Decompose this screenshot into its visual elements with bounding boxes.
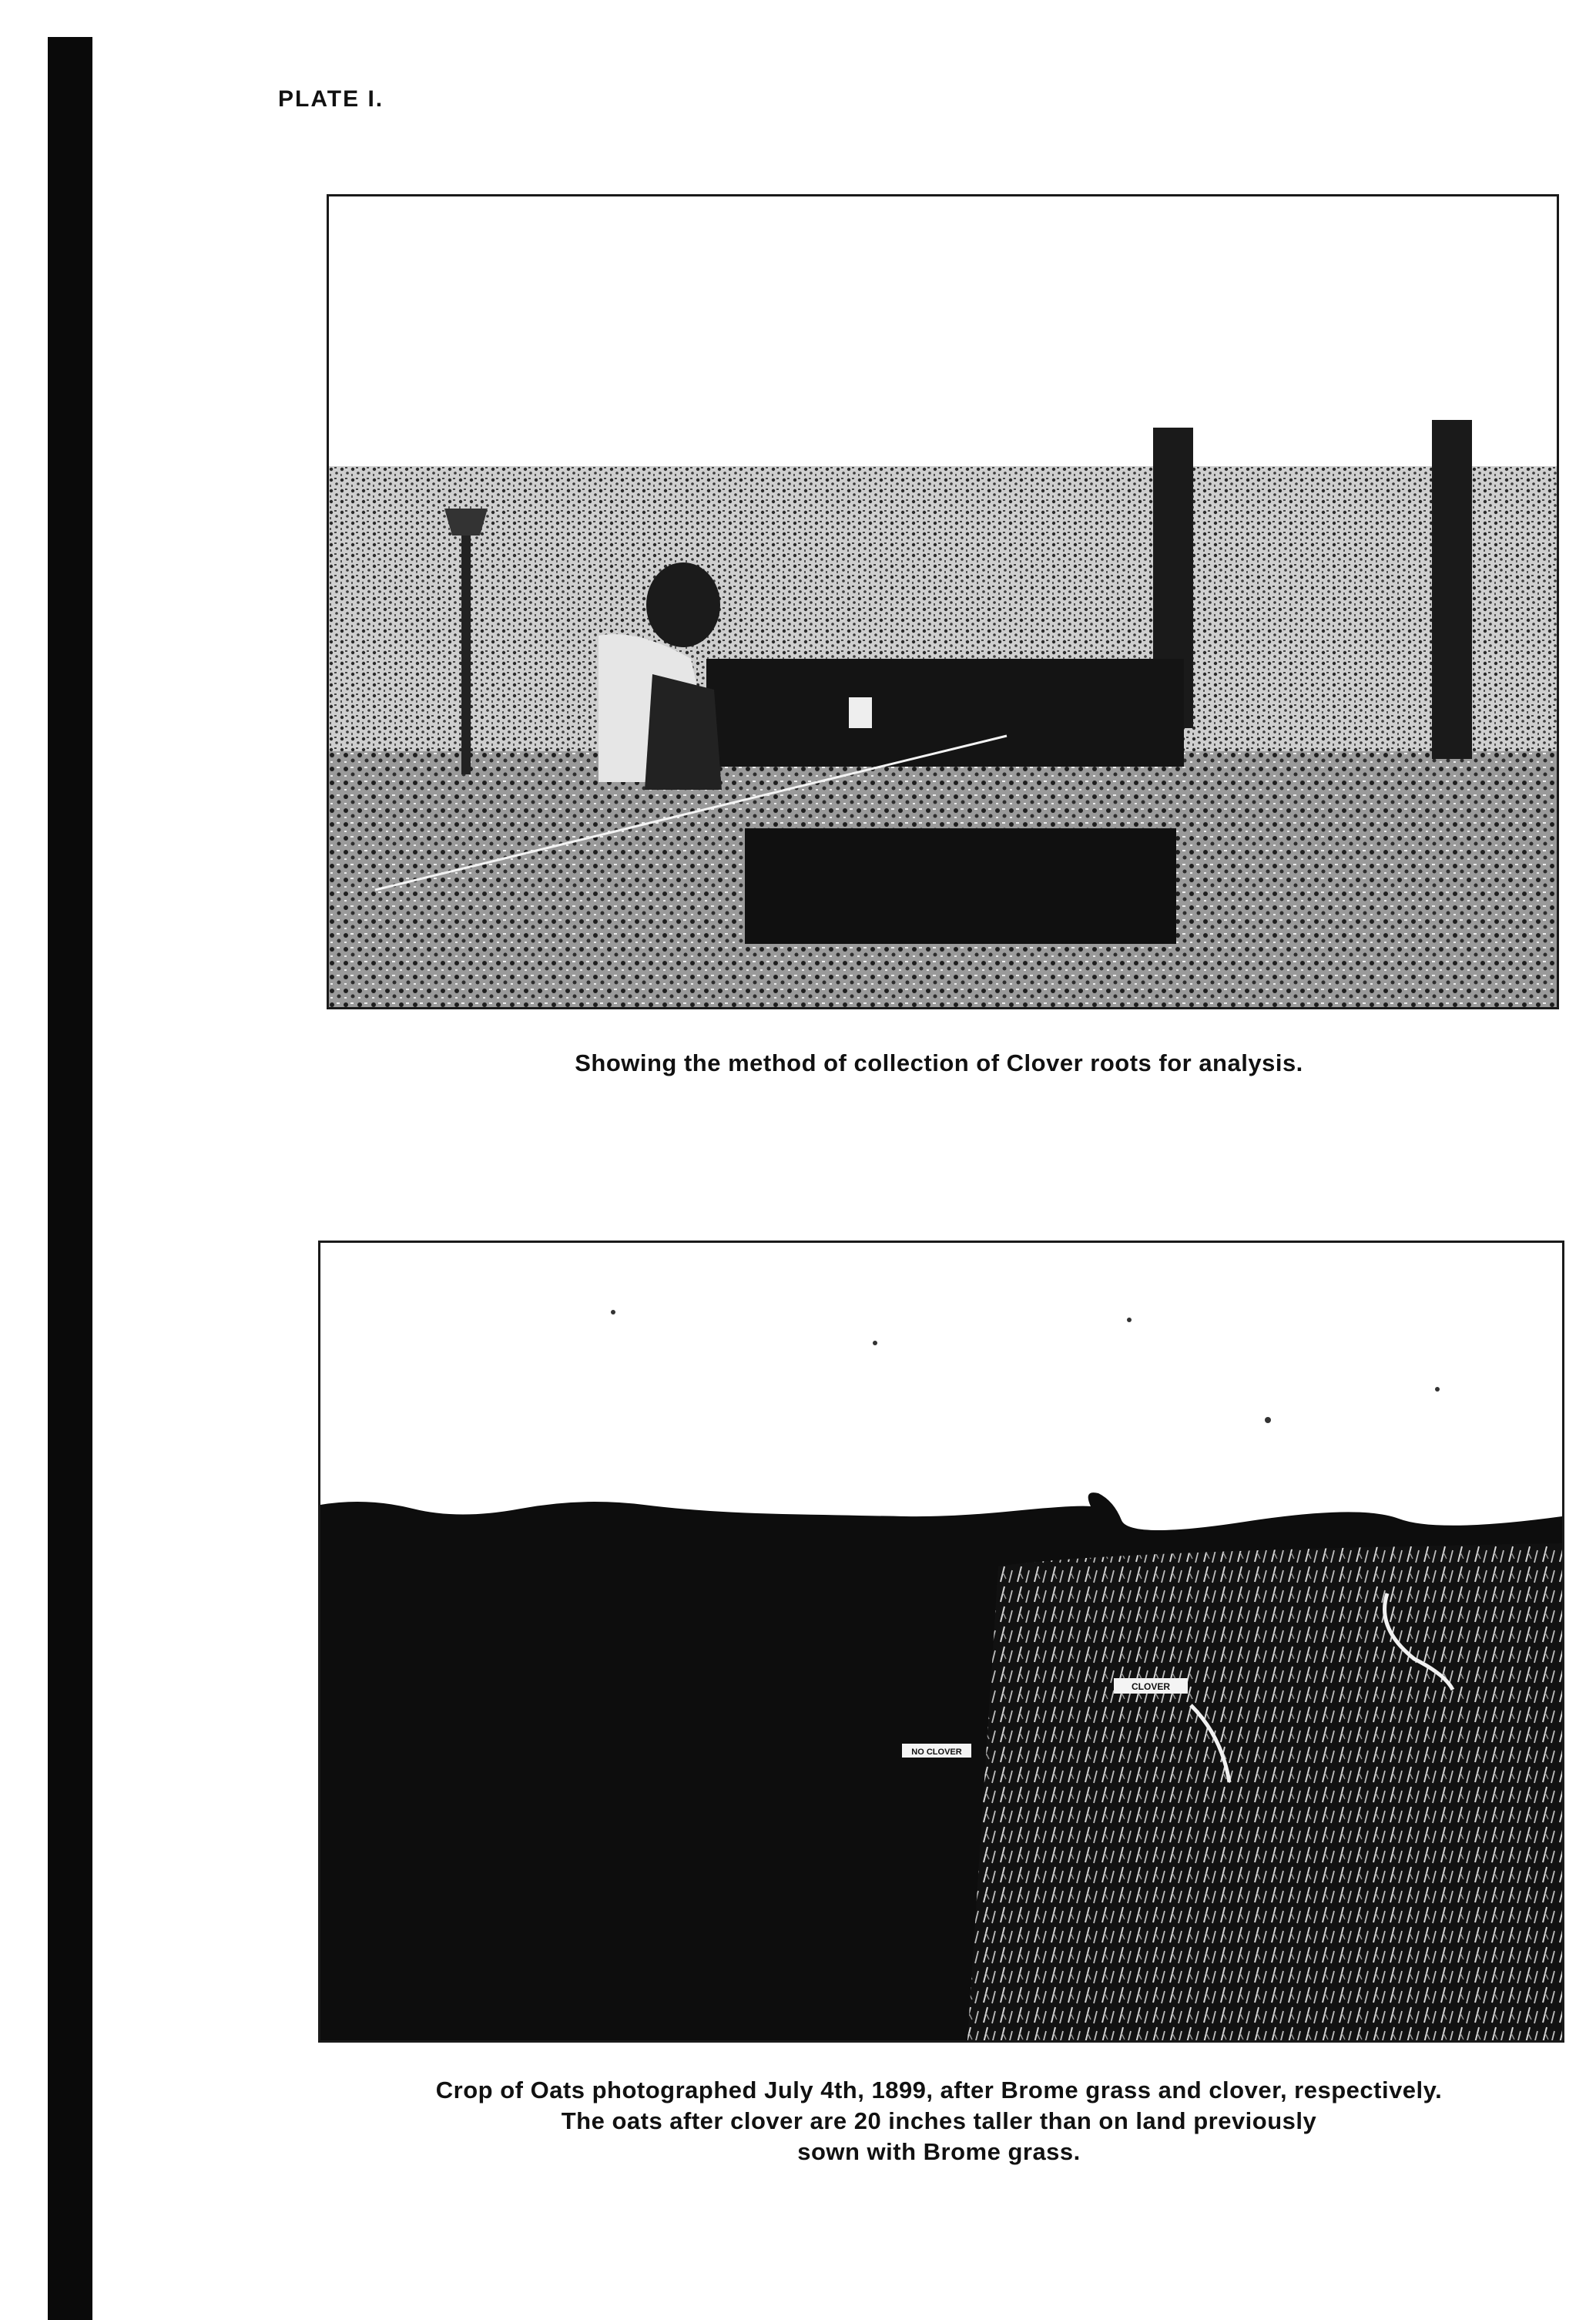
figure-1-caption xyxy=(318,1048,1560,1079)
sign-clover: CLOVER xyxy=(1131,1681,1171,1692)
binding-edge xyxy=(48,37,92,2320)
clover-root-collection-photo xyxy=(327,194,1559,1009)
plate-label: PLATE I. xyxy=(278,86,384,112)
caption-line: sown with Brome grass. xyxy=(797,2138,1081,2165)
caption-line: The oats after clover are 20 inches taller than on land previously xyxy=(561,2107,1317,2134)
caption-line: Showing the method of collection of Clover roots for analysis. xyxy=(575,1049,1303,1076)
oats-crop-photo xyxy=(318,1241,1564,2043)
sign-no-clover: NO CLOVER xyxy=(911,1748,962,1757)
caption-line: Crop of Oats photographed July 4th, 1899, after Brome grass and clover, respectively. xyxy=(435,2077,1443,2103)
figure-2-caption xyxy=(318,2075,1560,2167)
